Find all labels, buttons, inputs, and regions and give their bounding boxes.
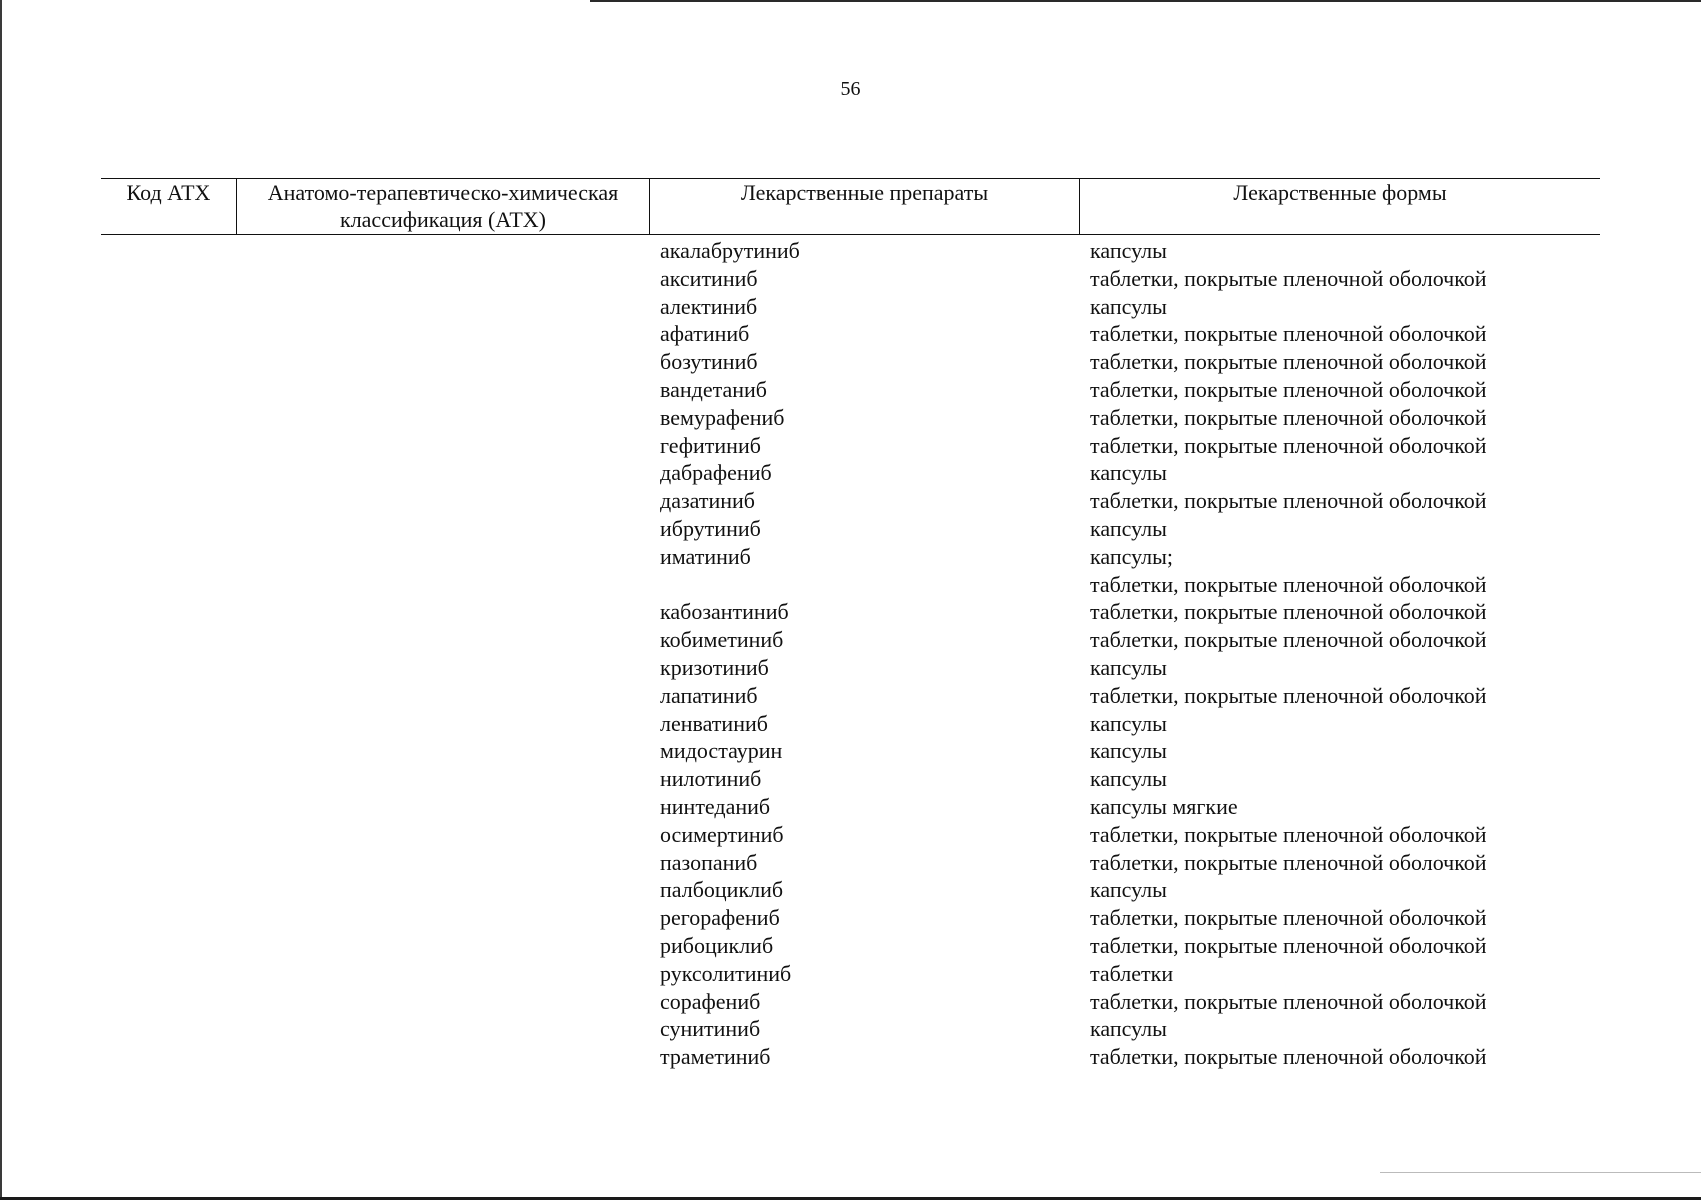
dosage-form-line: капсулы — [1090, 460, 1167, 486]
dosage-form-line: таблетки, покрытые пленочной оболочкой — [1090, 905, 1487, 931]
dosage-form-cell — [1090, 654, 1167, 682]
table-header-row — [101, 178, 1600, 235]
dosage-form-line: таблетки, покрытые пленочной оболочкой — [1090, 376, 1487, 402]
drug-name-cell: ибрутиниб — [660, 515, 761, 541]
dosage-form-cell — [1090, 432, 1487, 460]
table-row — [101, 932, 1600, 960]
table-row — [101, 849, 1600, 877]
table-row — [101, 1015, 1600, 1043]
drug-name-cell: вандетаниб — [660, 376, 767, 402]
table-row — [101, 459, 1600, 487]
dosage-form-cell — [1090, 237, 1167, 265]
dosage-form-line: таблетки, покрытые пленочной оболочкой — [1090, 821, 1487, 847]
table-row — [101, 237, 1600, 265]
dosage-form-cell — [1090, 376, 1487, 404]
dosage-form-line: капсулы — [1090, 293, 1167, 319]
drug-name-cell: лапатиниб — [660, 682, 758, 708]
table-row — [101, 960, 1600, 988]
drug-name-cell: гефитиниб — [660, 432, 761, 458]
dosage-form-cell — [1090, 404, 1487, 432]
table-row — [101, 821, 1600, 849]
drug-name-cell: траметиниб — [660, 1044, 771, 1070]
dosage-form-cell — [1090, 904, 1487, 932]
dosage-form-line: таблетки, покрытые пленочной оболочкой — [1090, 932, 1487, 958]
dosage-form-cell — [1090, 1015, 1167, 1043]
dosage-form-line: таблетки, покрытые пленочной оболочкой — [1090, 571, 1487, 597]
drug-name-cell: алектиниб — [660, 293, 758, 319]
table-row — [101, 515, 1600, 543]
drug-name-cell: регорафениб — [660, 905, 780, 931]
table-row — [101, 1043, 1600, 1071]
scan-artifact-line — [1380, 1172, 1701, 1173]
drug-name-cell: сунитиниб — [660, 1016, 761, 1042]
drug-name-cell: рибоциклиб — [660, 932, 774, 958]
table-row — [101, 376, 1600, 404]
dosage-form-line: таблетки, покрытые пленочной оболочкой — [1090, 599, 1487, 625]
dosage-form-line: таблетки, покрытые пленочной оболочкой — [1090, 321, 1487, 347]
dosage-form-line: таблетки — [1090, 960, 1174, 986]
dosage-form-line: капсулы — [1090, 238, 1167, 263]
drug-name-cell: пазопаниб — [660, 849, 758, 875]
dosage-form-cell — [1090, 960, 1173, 988]
scan-edge-top — [590, 0, 1701, 2]
table-body — [101, 235, 1600, 1071]
dosage-form-line: капсулы — [1090, 766, 1167, 792]
dosage-form-line: таблетки, покрытые пленочной оболочкой — [1090, 627, 1487, 653]
drug-name-cell: кризотиниб — [660, 654, 769, 680]
header-forms: Лекарственные формы — [1079, 179, 1600, 234]
dosage-form-line: таблетки, покрытые пленочной оболочкой — [1090, 1044, 1487, 1070]
atc-table — [101, 178, 1600, 1071]
table-row — [101, 432, 1600, 460]
dosage-form-line: капсулы — [1090, 515, 1167, 541]
table-row — [101, 293, 1600, 321]
table-row — [101, 487, 1600, 515]
dosage-form-cell — [1090, 515, 1167, 543]
table-row — [101, 765, 1600, 793]
dosage-form-cell — [1090, 459, 1167, 487]
table-row — [101, 320, 1600, 348]
dosage-form-cell — [1090, 293, 1167, 321]
dosage-form-cell — [1090, 682, 1487, 710]
dosage-form-cell — [1090, 849, 1487, 877]
dosage-form-cell — [1090, 710, 1167, 738]
dosage-form-cell — [1090, 626, 1487, 654]
dosage-form-line: капсулы — [1090, 738, 1167, 764]
drug-name-cell: дабрафениб — [660, 460, 772, 486]
drug-name-cell: акситиниб — [660, 265, 758, 291]
drug-name-cell: нилотиниб — [660, 766, 762, 792]
drug-name-cell: афатиниб — [660, 321, 750, 347]
dosage-form-cell — [1090, 320, 1487, 348]
table-row — [101, 348, 1600, 376]
dosage-form-line: капсулы — [1090, 654, 1167, 680]
drug-name-cell: ленватиниб — [660, 710, 768, 736]
dosage-form-cell — [1090, 487, 1487, 515]
dosage-form-cell — [1090, 598, 1487, 626]
table-row — [101, 876, 1600, 904]
dosage-form-cell — [1090, 793, 1238, 821]
drug-name-cell: сорафениб — [660, 988, 761, 1014]
dosage-form-cell — [1090, 348, 1487, 376]
dosage-form-cell — [1090, 988, 1487, 1016]
dosage-form-line: капсулы; — [1090, 543, 1173, 569]
table-row — [101, 404, 1600, 432]
drug-name-cell: мидостаурин — [660, 738, 783, 764]
dosage-form-cell — [1090, 876, 1167, 904]
drug-name-cell: дазатиниб — [660, 488, 755, 514]
dosage-form-line: таблетки, покрытые пленочной оболочкой — [1090, 988, 1487, 1014]
dosage-form-cell — [1090, 737, 1167, 765]
dosage-form-cell — [1090, 821, 1487, 849]
dosage-form-line: таблетки, покрытые пленочной оболочкой — [1090, 404, 1487, 430]
dosage-form-line: капсулы — [1090, 710, 1167, 736]
drug-name-cell: кабозантиниб — [660, 599, 789, 625]
dosage-form-line: капсулы — [1090, 877, 1167, 903]
dosage-form-line: таблетки, покрытые пленочной оболочкой — [1090, 349, 1487, 375]
drug-name-cell: вемурафениб — [660, 404, 785, 430]
header-code: Код АТХ — [126, 180, 211, 205]
drug-name-cell: руксолитиниб — [660, 960, 792, 986]
header-drugs: Лекарственные препараты — [649, 179, 1079, 234]
dosage-form-cell — [1090, 265, 1487, 293]
page-number: 56 — [840, 78, 861, 100]
table-row — [101, 598, 1600, 626]
dosage-form-line: таблетки, покрытые пленочной оболочкой — [1090, 265, 1487, 291]
table-row — [101, 988, 1600, 1016]
dosage-form-line: капсулы — [1090, 1016, 1167, 1042]
table-row — [101, 682, 1600, 710]
table-row — [101, 265, 1600, 293]
header-classification: Анатомо-терапевтическо-химическая классификация (АТХ) — [236, 179, 649, 234]
table-row — [101, 710, 1600, 738]
dosage-form-cell — [1090, 543, 1487, 599]
dosage-form-cell — [1090, 765, 1167, 793]
table-row — [101, 793, 1600, 821]
drug-name-cell: осимертиниб — [660, 821, 784, 847]
dosage-form-cell — [1090, 932, 1487, 960]
table-row — [101, 654, 1600, 682]
drug-name-cell: нинтеданиб — [660, 793, 771, 819]
dosage-form-line: таблетки, покрытые пленочной оболочкой — [1090, 849, 1487, 875]
drug-name-cell: кобиметиниб — [660, 627, 784, 653]
scan-edge-left — [0, 0, 2, 1200]
table-row — [101, 626, 1600, 654]
table-row — [101, 543, 1600, 599]
dosage-form-cell — [1090, 1043, 1487, 1071]
drug-name-cell: иматиниб — [660, 543, 751, 569]
dosage-form-line: таблетки, покрытые пленочной оболочкой — [1090, 682, 1487, 708]
table-row — [101, 737, 1600, 765]
drug-name-cell: бозутиниб — [660, 349, 758, 375]
drug-name-cell: акалабрутиниб — [660, 238, 800, 263]
dosage-form-line: капсулы мягкие — [1090, 793, 1238, 819]
table-row — [101, 904, 1600, 932]
dosage-form-line: таблетки, покрытые пленочной оболочкой — [1090, 488, 1487, 514]
dosage-form-line: таблетки, покрытые пленочной оболочкой — [1090, 432, 1487, 458]
drug-name-cell: палбоциклиб — [660, 877, 784, 903]
